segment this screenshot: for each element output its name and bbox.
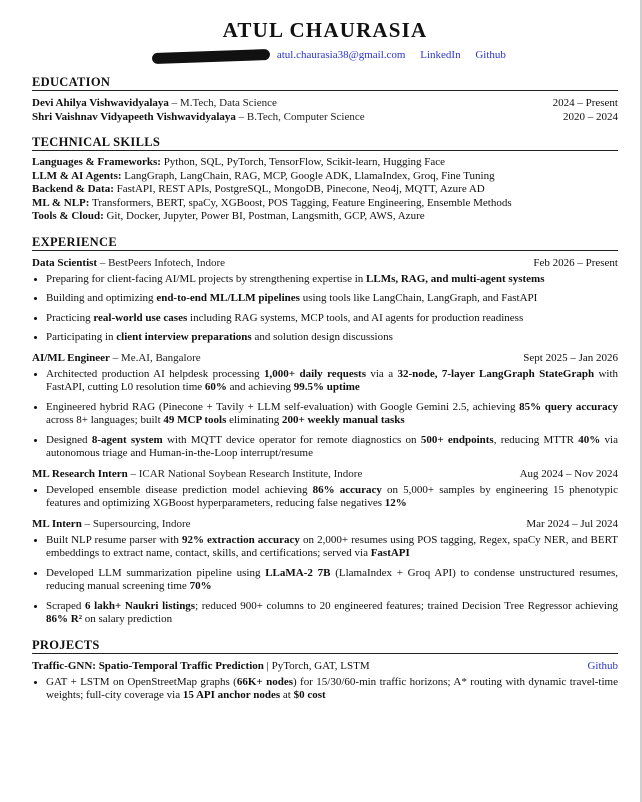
bullet-item <box>46 401 618 428</box>
bullet-text: Developed ensemble disease prediction model achieving <box>46 483 313 496</box>
bullet-highlight: 8-agent system <box>91 433 163 446</box>
school-name: Shri Vaishnav Vidyapeeth Vishwavidyalaya <box>32 111 236 123</box>
email-link[interactable]: atul.chaurasia38@gmail.com <box>276 49 406 61</box>
bullet-highlight: 49 MCP tools <box>163 414 227 426</box>
bullet-highlight: 86% R² <box>46 613 82 625</box>
bullet-highlight: client interview preparations <box>116 331 252 343</box>
bullet-item <box>46 567 618 594</box>
bullet-text: using tools like LangChain, LangGraph, and FastAPI <box>299 292 538 304</box>
bullet-text: Practicing <box>46 311 94 324</box>
bullet-highlight: 200+ weekly manual tasks <box>281 414 405 426</box>
skill-label: Languages & Frameworks: <box>32 156 161 168</box>
experience-list <box>32 256 618 627</box>
resume-content <box>32 16 618 709</box>
candidate-name: ATUL CHAURASIA <box>222 18 428 42</box>
job-dates: Sept 2025 – Jan 2026 <box>523 351 618 364</box>
bullet-highlight: $0 cost <box>293 689 326 701</box>
bullet-highlight: end-to-end ML/LLM pipelines <box>156 292 300 304</box>
bullet-item <box>46 534 618 561</box>
skill-row <box>32 197 618 211</box>
bullet-highlight: 1,000+ daily requests <box>264 367 366 380</box>
bullet-text: eliminating <box>226 414 282 426</box>
bullet-highlight: LLMs, RAG, and multi-agent systems <box>366 272 545 285</box>
school-name: Devi Ahilya Vishwavidyalaya <box>32 97 169 109</box>
skill-label: ML & NLP: <box>32 196 90 209</box>
job-entry <box>32 256 618 345</box>
job-bullets <box>32 534 618 627</box>
job-title-line <box>32 517 191 531</box>
section-title-experience: EXPERIENCE <box>32 235 618 251</box>
bullet-item <box>46 331 618 345</box>
bullet-text: Designed <box>46 433 92 446</box>
job-dates: Feb 2026 – Present <box>533 256 618 269</box>
bullet-highlight: 500+ endpoints <box>420 433 494 446</box>
bullet-text: across 8+ languages; built <box>46 414 164 426</box>
bullet-item <box>46 484 618 511</box>
bullet-text: , reducing MTTR <box>493 433 579 446</box>
bullet-text: including RAG systems, MCP tools, and AI agents for production readiness <box>187 311 524 324</box>
job-entry <box>32 467 618 511</box>
bullet-item <box>46 312 618 326</box>
section-title-skills: TECHNICAL SKILLS <box>32 135 618 151</box>
bullet-highlight: 92% extraction accuracy <box>181 533 300 546</box>
skill-label: Tools & Cloud: <box>32 210 104 222</box>
education-dates: 2024 – Present <box>552 97 618 109</box>
education-item <box>32 110 618 124</box>
bullet-text: Engineered hybrid RAG (Pinecone + Tavily + LLM self-evaluation) with Google Gemini 2.5, achieving <box>46 400 520 413</box>
bullet-text: Built NLP resume parser with <box>46 533 182 546</box>
redacted-phone-mark <box>152 49 270 64</box>
project-header <box>32 659 618 673</box>
bullet-highlight: 15 API anchor nodes <box>182 689 281 701</box>
job-header <box>32 351 618 365</box>
degree: – M.Tech, Data Science <box>168 97 277 109</box>
job-dates: Mar 2024 – Jul 2024 <box>526 517 618 530</box>
bullet-item <box>46 368 618 395</box>
job-role: ML Intern <box>32 517 82 530</box>
bullet-item <box>46 600 618 627</box>
bullet-highlight: FastAPI <box>370 547 410 559</box>
bullet-highlight: real-world use cases <box>93 311 188 324</box>
bullet-text: on salary prediction <box>82 613 173 625</box>
job-organization: – Me.AI, Bangalore <box>109 351 201 364</box>
bullet-highlight: 32-node, 7-layer LangGraph StateGraph <box>397 367 595 380</box>
job-dates: Aug 2024 – Nov 2024 <box>519 467 618 480</box>
job-title-line <box>32 351 201 365</box>
bullet-text: (LlamaIndex + Groq API) to condense unstructured resumes, reducing manual screening time <box>46 566 619 592</box>
job-entry <box>32 517 618 627</box>
job-role: Data Scientist <box>32 256 98 269</box>
skill-row <box>32 210 618 224</box>
bullet-text: ) for 15/30/60-min traffic horizons; A* routing with dynamic travel-time weights; full-city coverage via <box>46 675 618 701</box>
bullet-text: Developed LLM summarization pipeline using <box>46 566 266 579</box>
projects-section <box>32 638 618 703</box>
bullet-text: with MQTT device operator for remote diagnostics on <box>162 433 421 446</box>
skills-section <box>32 135 618 224</box>
linkedin-link[interactable]: LinkedIn <box>420 49 461 61</box>
job-title-line <box>32 467 362 481</box>
job-header <box>32 467 618 481</box>
bullet-highlight: 40% <box>578 433 601 446</box>
bullet-text: Participating in <box>46 331 117 343</box>
skill-value: FastAPI, REST APIs, PostgreSQL, MongoDB, Pinecone, Neo4j, MQTT, Azure AD <box>113 183 485 195</box>
bullet-text: Building and optimizing <box>46 292 157 304</box>
experience-section <box>32 235 618 627</box>
bullet-highlight: LLaMA-2 7B <box>265 566 331 579</box>
section-title-education: EDUCATION <box>32 75 618 91</box>
bullet-item <box>46 292 618 306</box>
degree: – B.Tech, Computer Science <box>235 111 365 123</box>
bullet-highlight: 6 lakh+ Naukri listings <box>85 599 196 612</box>
bullet-text: via a <box>365 367 398 380</box>
skill-label: LLM & AI Agents: <box>32 169 122 182</box>
bullet-text: at <box>280 689 294 701</box>
skill-value: Transformers, BERT, spaCy, XGBoost, POS Tagging, Feature Engineering, Ensemble Methods <box>89 196 512 209</box>
bullet-text: via autonomous triage and Human-in-the-Loop interrupt/resume <box>46 433 618 459</box>
job-title-line <box>32 256 225 270</box>
skill-value: Python, SQL, PyTorch, TensorFlow, Scikit-learn, Hugging Face <box>160 156 446 168</box>
contact-line <box>32 48 618 64</box>
skill-row <box>32 183 618 197</box>
bullet-text: on 5,000+ samples by engineering 15 phenotypic features and optimizing XGBoost hyperparameters, reducing false negatives <box>46 483 618 509</box>
bullet-highlight: 70% <box>189 580 212 592</box>
job-role: AI/ML Engineer <box>32 351 110 364</box>
bullet-text: and solution design discussions <box>251 331 393 343</box>
job-entry <box>32 351 618 461</box>
project-github-link[interactable]: Github <box>587 659 618 672</box>
education-item <box>32 96 618 110</box>
bullet-text: Architected production AI helpdesk processing <box>46 367 265 380</box>
skill-label: Backend & Data: <box>32 183 114 195</box>
skill-row <box>32 156 618 170</box>
project-bullets <box>32 676 618 703</box>
bullet-text: ; reduced 900+ columns to 20 engineered features; trained Decision Tree Regressor achieving <box>195 599 618 612</box>
section-title-projects: PROJECTS <box>32 638 618 654</box>
bullet-text: Scraped <box>46 599 86 612</box>
bullet-item <box>46 273 618 287</box>
bullet-text: and achieving <box>226 381 294 393</box>
job-organization: – Supersourcing, Indore <box>81 517 191 530</box>
skill-row <box>32 170 618 184</box>
bullet-highlight: 99.5% uptime <box>293 381 360 393</box>
github-link[interactable]: Github <box>475 49 506 61</box>
project-stack: | PyTorch, GAT, LSTM <box>263 659 370 672</box>
education-dates: 2020 – 2024 <box>563 111 618 123</box>
bullet-highlight: 60% <box>204 381 227 393</box>
bullet-item <box>46 676 618 703</box>
job-bullets <box>32 368 618 461</box>
job-organization: – ICAR National Soybean Research Institute, Indore <box>127 467 363 480</box>
skill-value: LangGraph, LangChain, RAG, MCP, Google ADK, LlamaIndex, Groq, Fine Tuning <box>121 169 495 182</box>
bullet-item <box>46 434 618 461</box>
bullet-highlight: 86% accuracy <box>312 483 382 496</box>
job-organization: – BestPeers Infotech, Indore <box>97 256 226 269</box>
job-role: ML Research Intern <box>32 467 128 480</box>
job-bullets <box>32 273 618 345</box>
bullet-highlight: 85% query accuracy <box>519 400 618 413</box>
project-name: Traffic-GNN: Spatio-Temporal Traffic Prediction <box>32 659 264 672</box>
education-section <box>32 75 618 124</box>
bullet-text: with FastAPI, cutting L0 resolution time <box>46 367 619 393</box>
bullet-highlight: 12% <box>384 497 407 509</box>
bullet-highlight: 66K+ nodes <box>236 675 293 688</box>
bullet-text: GAT + LSTM on OpenStreetMap graphs ( <box>46 675 237 688</box>
job-header <box>32 517 618 531</box>
job-header <box>32 256 618 270</box>
job-bullets <box>32 484 618 511</box>
bullet-text: Preparing for client-facing AI/ML projects by strengthening expertise in <box>46 272 367 285</box>
bullet-text: on 2,000+ resumes using POS tagging, Regex, spaCy NER, and BERT embeddings to extract name, contact, skills, and certifications; served via <box>46 533 618 559</box>
skill-value: Git, Docker, Jupyter, Power BI, Postman, Langsmith, GCP, AWS, Azure <box>103 210 425 222</box>
